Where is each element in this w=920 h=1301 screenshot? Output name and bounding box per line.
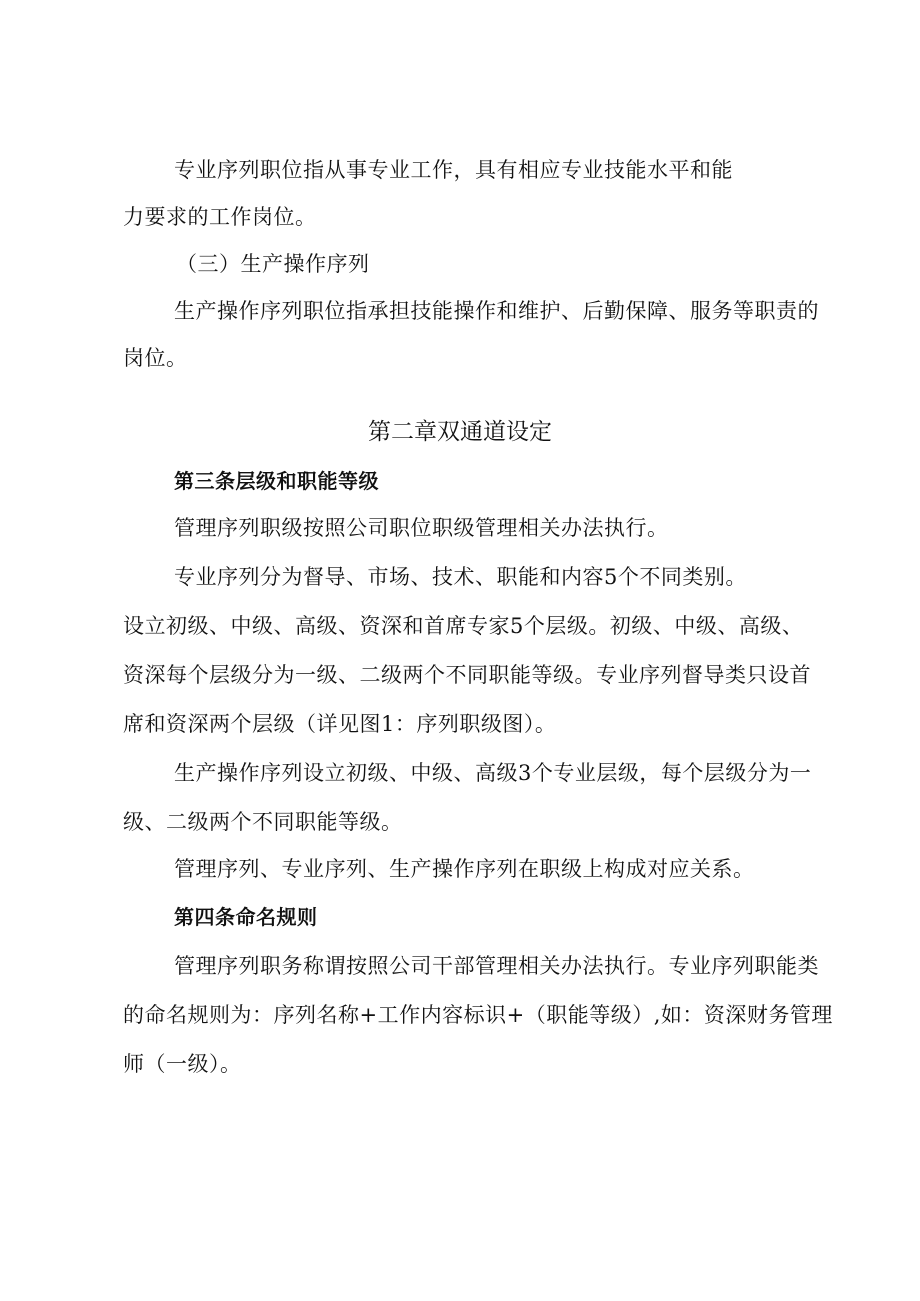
paragraph-line: 生产操作序列职位指承担技能操作和维护、后勤保障、服务等职责的	[174, 299, 819, 323]
paragraph-line: 管理序列职级按照公司职位职级管理相关办法执行。	[174, 516, 669, 540]
paragraph-line: 的命名规则为：序列名称+工作内容标识+（职能等级）,如：资深财务管理	[123, 1003, 833, 1027]
paragraph-line: 专业序列分为督导、市场、技术、职能和内容5个不同类别。	[174, 565, 747, 589]
paragraph-line: 岗位。	[123, 346, 188, 370]
chapter-title: 第二章双通道设定	[368, 419, 552, 445]
paragraph-line: 管理序列职务称谓按照公司干部管理相关办法执行。专业序列职能类	[174, 954, 819, 978]
paragraph-line: 师（一级）。	[123, 1052, 242, 1076]
paragraph-line: 力要求的工作岗位。	[123, 205, 317, 229]
section-subheading: （三）生产操作序列	[176, 252, 370, 276]
article-title: 第四条命名规则	[174, 905, 318, 929]
paragraph-line: 资深每个层级分为一级、二级两个不同职能等级。专业序列督导类只设首	[123, 663, 811, 687]
paragraph-line: 席和资深两个层级（详见图1：序列职级图）。	[123, 712, 557, 736]
paragraph-line: 专业序列职位指从事专业工作，具有相应专业技能水平和能	[174, 158, 733, 182]
paragraph-line: 管理序列、专业序列、生产操作序列在职级上构成对应关系。	[174, 857, 755, 881]
paragraph-line: 设立初级、中级、高级、资深和首席专家5个层级。初级、中级、高级、	[123, 614, 804, 638]
paragraph-line: 生产操作序列设立初级、中级、高级3个专业层级，每个层级分为一	[174, 761, 812, 785]
paragraph-line: 级、二级两个不同职能等级。	[123, 810, 403, 834]
article-title: 第三条层级和职能等级	[174, 469, 379, 493]
